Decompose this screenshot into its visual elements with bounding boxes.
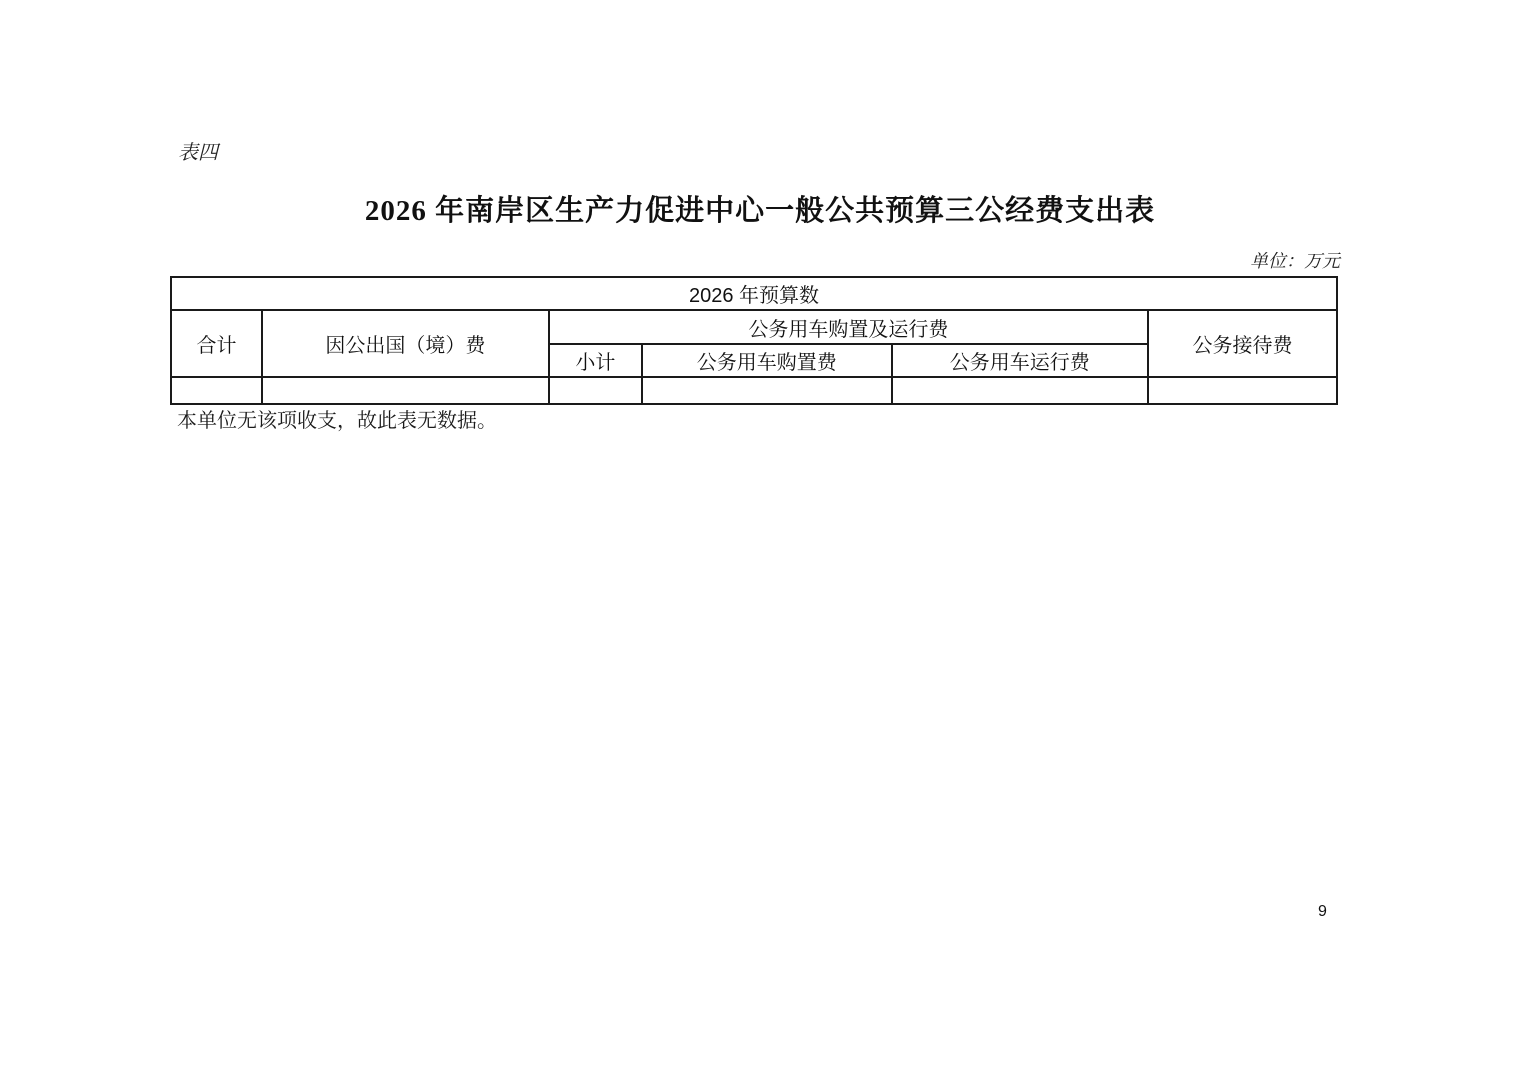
data-cell-vehicle-subtotal	[549, 377, 642, 404]
data-cell-reception	[1148, 377, 1337, 404]
page-title: 2026 年南岸区生产力促进中心一般公共预算三公经费支出表	[364, 195, 1156, 227]
header-total: 合计	[171, 310, 262, 377]
table-label: 表四	[178, 142, 218, 164]
table-row-year	[171, 277, 1337, 310]
table-row-header-1	[171, 310, 1337, 344]
page-number: 9	[1318, 903, 1327, 920]
header-vehicle-operation: 公务用车运行费	[892, 344, 1149, 377]
header-abroad-expense: 因公出国（境）费	[262, 310, 549, 377]
footnote: 本单位无该项收支，故此表无数据。	[177, 410, 497, 432]
data-cell-total	[171, 377, 262, 404]
data-cell-abroad	[262, 377, 549, 404]
table-row-data	[171, 377, 1337, 404]
header-vehicle-group: 公务用车购置及运行费	[549, 310, 1148, 344]
header-vehicle-subtotal: 小计	[549, 344, 642, 377]
header-vehicle-purchase: 公务用车购置费	[642, 344, 892, 377]
header-reception-expense: 公务接待费	[1148, 310, 1337, 377]
data-cell-vehicle-operation	[892, 377, 1149, 404]
unit-label: 单位：万元	[1250, 251, 1340, 271]
data-cell-vehicle-purchase	[642, 377, 892, 404]
header-year-budget: 2026 年预算数	[171, 277, 1337, 310]
budget-table	[170, 276, 1338, 405]
